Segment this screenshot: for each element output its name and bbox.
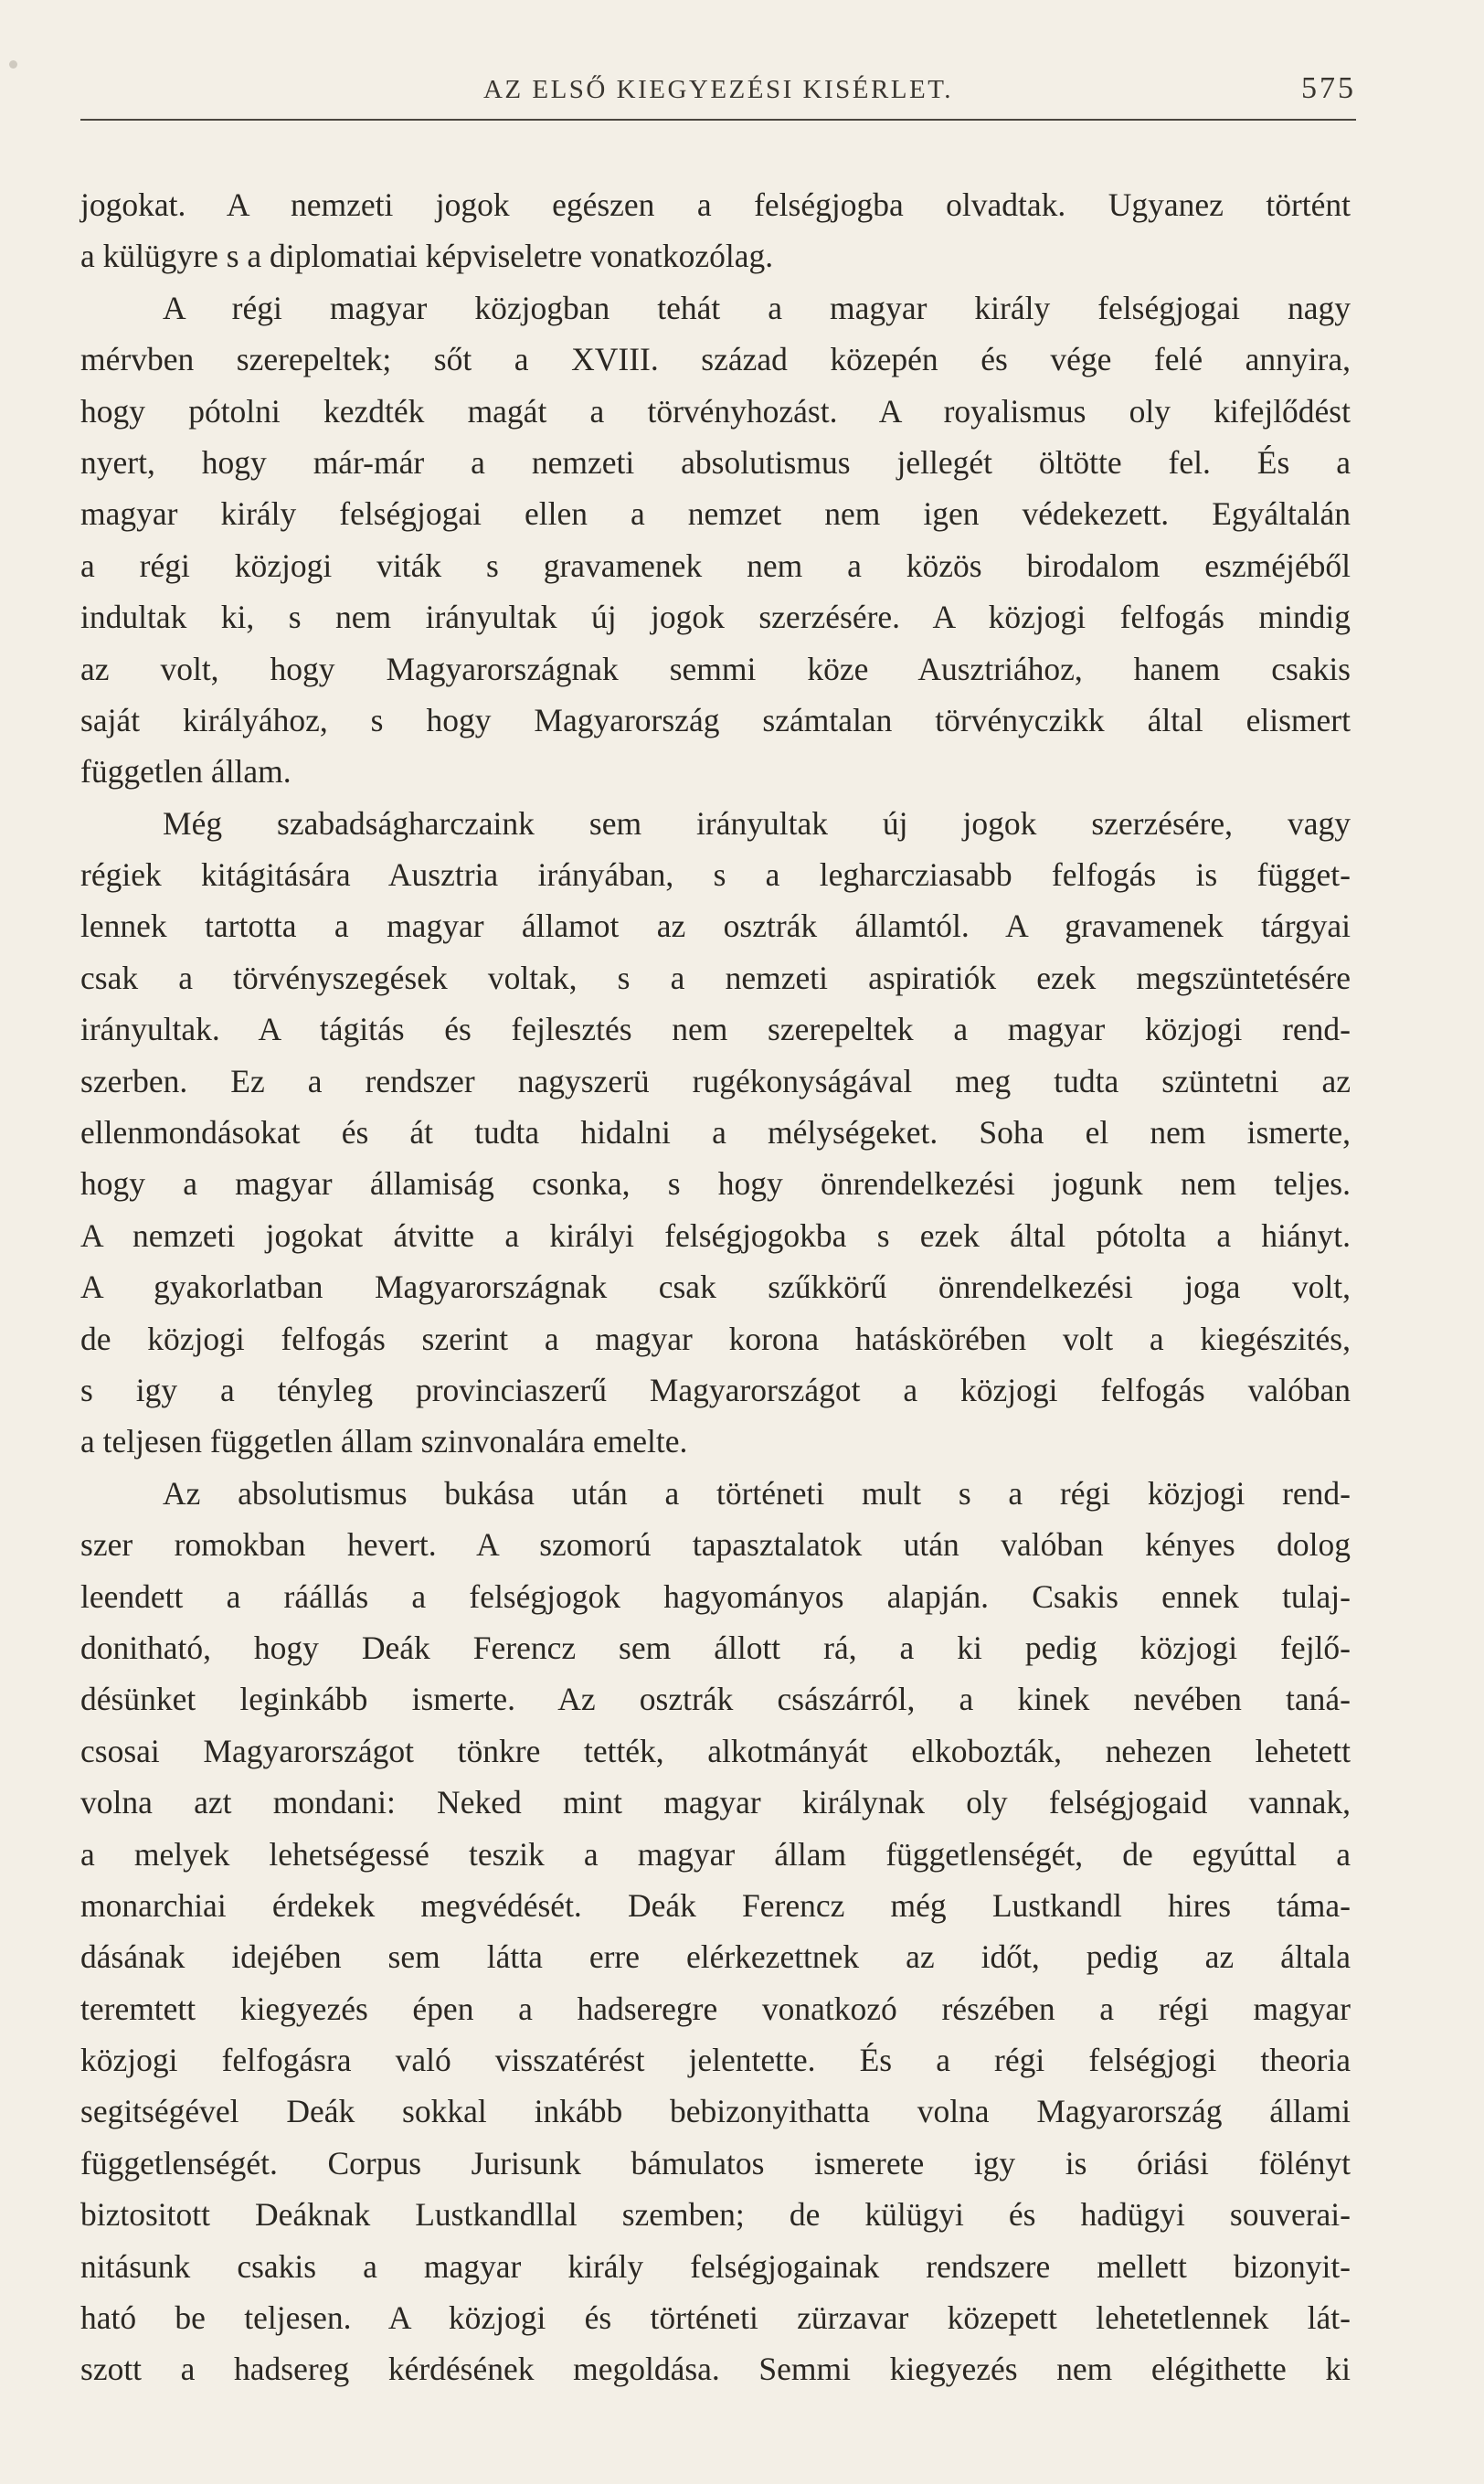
header-rule <box>80 119 1356 121</box>
text-line: csosai Magyarországot tönkre tették, alkotmányát elkobozták, nehezen lehetett <box>80 1732 1351 1769</box>
text-line: A nemzeti jogokat átvitte a királyi felségjogokba s ezek által pótolta a hiányt. <box>80 1216 1351 1254</box>
text-line: donitható, hogy Deák Ferencz sem állott rá, a ki pedig közjogi fejlő- <box>80 1629 1351 1666</box>
text-body <box>80 179 1351 2395</box>
text-line: ellenmondásokat és át tudta hidalni a mélységeket. Soha el nem ismerte, <box>80 1114 1351 1152</box>
text-line: csak a törvényszegések voltak, s a nemzeti aspiratiók ezek megszüntetésére <box>80 959 1351 996</box>
text-line: dásának idejében sem látta erre elérkezettnek az időt, pedig az általa <box>80 1938 1351 1976</box>
text-line: függetlenségét. Corpus Jurisunk bámulatos ismerete igy is óriási fölényt <box>80 2144 1351 2181</box>
paper-spot <box>9 60 17 69</box>
running-head <box>80 64 1356 119</box>
text-line: teremtett kiegyezés épen a hadseregre vonatkozó részében a régi magyar <box>80 1990 1351 2027</box>
text-line: Az absolutismus bukása után a történeti mult s a régi közjogi rend- <box>163 1474 1351 1512</box>
paragraph <box>80 1468 1351 2395</box>
text-line: régiek kitágitására Ausztria irányában, s a legharcziasabb felfogás is függet- <box>80 856 1351 894</box>
paragraph <box>80 179 1351 282</box>
text-line: indultak ki, s nem irányultak új jogok szerzésére. A közjogi felfogás mindig <box>80 599 1351 636</box>
text-line: közjogi felfogásra való visszatérést jelentette. És a régi felségjogi theoria <box>80 2042 1351 2079</box>
text-line: Még szabadságharczaink sem irányultak új jogok szerzésére, vagy <box>163 804 1351 842</box>
text-line: nitásunk csakis a magyar király felségjogainak rendszere mellett bizonyit- <box>80 2247 1351 2285</box>
text-line: segitségével Deák sokkal inkább bebizonyithatta volna Magyarország állami <box>80 2093 1351 2130</box>
text-line: irányultak. A tágitás és fejlesztés nem szerepeltek a magyar közjogi rend- <box>80 1011 1351 1048</box>
text-line: ható be teljesen. A közjogi és történeti zürzavar közepett lehetetlennek lát- <box>80 2299 1351 2337</box>
text-line: volna azt mondani: Neked mint magyar királynak oly felségjogaid vannak, <box>80 1784 1351 1821</box>
text-line: az volt, hogy Magyarországnak semmi köze Ausztriához, hanem csakis <box>80 650 1351 687</box>
text-line: leendett a ráállás a felségjogok hagyományos alapján. Csakis ennek tulaj- <box>80 1577 1351 1615</box>
text-line: saját királyához, s hogy Magyarország számtalan törvényczikk által elismert <box>80 701 1351 738</box>
text-line: hogy pótolni kezdték magát a törvényhozást. A royalismus oly kifejlődést <box>80 392 1351 430</box>
text-line: mérvben szerepeltek; sőt a XVIII. század közepén és vége felé annyira, <box>80 341 1351 378</box>
text-line: a teljesen független állam szinvonalára emelte. <box>80 1423 688 1460</box>
running-title: AZ ELSŐ KIEGYEZÉSI KISÉRLET. <box>482 75 954 104</box>
page-number: 575 <box>1301 71 1356 105</box>
text-line: hogy a magyar államiság csonka, s hogy önrendelkezési jogunk nem teljes. <box>80 1165 1351 1203</box>
text-line: jogokat. A nemzeti jogok egészen a felségjogba olvadtak. Ugyanez történt <box>80 186 1351 223</box>
text-line: a külügyre s a diplomatiai képviseletre vonatkozólag. <box>80 238 774 275</box>
text-line: lennek tartotta a magyar államot az osztrák államtól. A gravamenek tárgyai <box>80 908 1351 945</box>
text-line: szerben. Ez a rendszer nagyszerü rugékonyságával meg tudta szüntetni az <box>80 1062 1351 1099</box>
text-line: a melyek lehetségessé teszik a magyar állam függetlenségét, de egyúttal a <box>80 1835 1351 1873</box>
text-line: de közjogi felfogás szerint a magyar korona hatáskörében volt a kiegészités, <box>80 1320 1351 1357</box>
paragraph <box>80 798 1351 1468</box>
text-line: A gyakorlatban Magyarországnak csak szűkkörű önrendelkezési joga volt, <box>80 1269 1351 1306</box>
text-line: désünket leginkább ismerte. Az osztrák császárról, a kinek nevében taná- <box>80 1681 1351 1718</box>
text-line: A régi magyar közjogban tehát a magyar király felségjogai nagy <box>163 289 1351 326</box>
text-line: szott a hadsereg kérdésének megoldása. Semmi kiegyezés nem elégithette ki <box>80 2351 1351 2388</box>
text-line: a régi közjogi viták s gravamenek nem a közös birodalom eszméjéből <box>80 547 1351 584</box>
text-line: szer romokban hevert. A szomorú tapasztalatok után valóban kényes dolog <box>80 1526 1351 1564</box>
text-line: nyert, hogy már-már a nemzeti absolutismus jellegét öltötte fel. És a <box>80 443 1351 481</box>
paragraph <box>80 282 1351 798</box>
text-line: monarchiai érdekek megvédését. Deák Ferencz még Lustkandl hires táma- <box>80 1886 1351 1924</box>
text-line: biztositott Deáknak Lustkandllal szemben; de külügyi és hadügyi souverai- <box>80 2196 1351 2234</box>
text-line: magyar király felségjogai ellen a nemzet nem igen védekezett. Egyáltalán <box>80 495 1351 533</box>
text-line: független állam. <box>80 753 292 791</box>
text-line: s igy a tényleg provinciaszerű Magyarországot a közjogi felfogás valóban <box>80 1371 1351 1408</box>
